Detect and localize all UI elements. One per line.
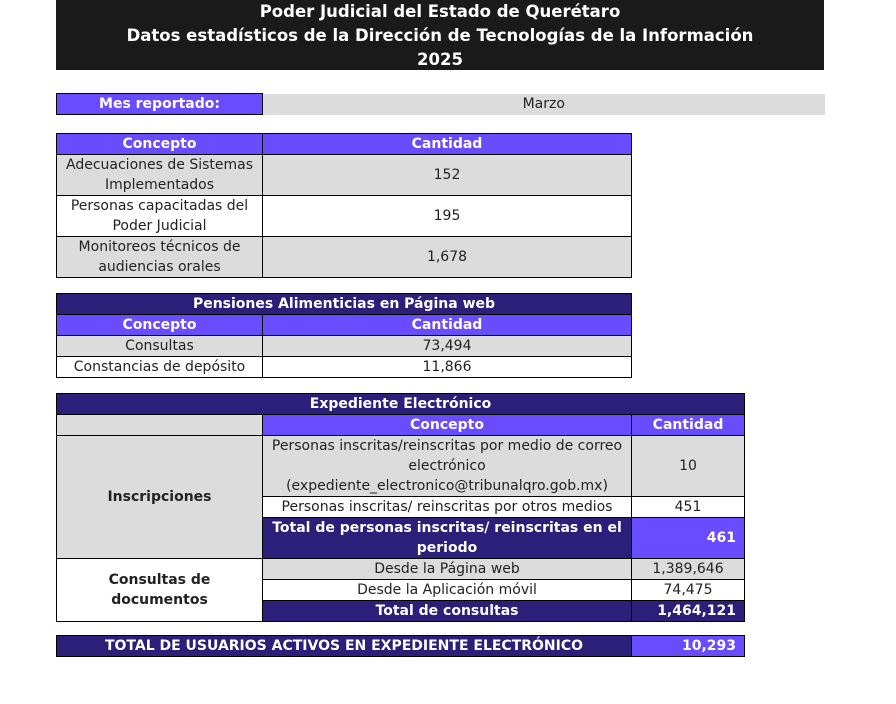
consultas-total-label: Total de consultas [263,601,632,622]
col-concepto-header: Concepto [57,315,263,336]
table-row [57,336,632,357]
month-table [56,93,825,115]
col-concepto-header: Concepto [263,415,632,436]
consultas-label: Consultas de documentos [57,559,263,622]
consultas-total-value: 1,464,121 [632,601,745,622]
month-value: Marzo [263,94,825,115]
header-institution: Poder Judicial del Estado de Querétaro [259,2,621,21]
total-users-table [56,635,745,657]
blank-header-cell [57,415,263,436]
activities-table [56,133,632,278]
row-cantidad: 73,494 [263,336,632,357]
total-users-label: TOTAL DE USUARIOS ACTIVOS EN EXPEDIENTE ELECTRÓNICO [57,636,632,657]
row-concepto: Monitoreos técnicos de audiencias orales [57,237,263,278]
electronic-file-table [56,393,745,622]
row-concepto: Personas capacitadas del Poder Judicial [57,196,263,237]
row-cantidad: 152 [263,155,632,196]
header-subtitle: Datos estadísticos de la Dirección de Tecnologías de la Información [126,26,754,45]
row-cantidad: 10 [632,436,745,497]
electronic-file-title: Expediente Electrónico [57,394,745,415]
inscripciones-total-label: Total de personas inscritas/ reinscritas en el periodo [263,518,632,559]
row-concepto: Desde la Aplicación móvil [263,580,632,601]
report-header [56,0,824,70]
inscripciones-label: Inscripciones [57,436,263,559]
table-row [57,155,632,196]
pensions-table [56,293,632,378]
col-concepto-header: Concepto [57,134,263,155]
table-row [57,357,632,378]
table-row [57,196,632,237]
row-concepto: Constancias de depósito [57,357,263,378]
col-cantidad-header: Cantidad [263,134,632,155]
row-cantidad: 195 [263,196,632,237]
total-users-value: 10,293 [632,636,745,657]
month-label: Mes reportado: [57,94,263,115]
row-cantidad: 1,389,646 [632,559,745,580]
row-cantidad: 11,866 [263,357,632,378]
table-row [57,237,632,278]
pensions-title: Pensiones Alimenticias en Página web [57,294,632,315]
inscripciones-total-value: 461 [632,518,745,559]
row-cantidad: 451 [632,497,745,518]
row-cantidad: 74,475 [632,580,745,601]
row-cantidad: 1,678 [263,237,632,278]
col-cantidad-header: Cantidad [632,415,745,436]
row-concepto: Desde la Página web [263,559,632,580]
row-concepto: Personas inscritas/ reinscritas por otros medios [263,497,632,518]
row-concepto: Adecuaciones de Sistemas Implementados [57,155,263,196]
col-cantidad-header: Cantidad [263,315,632,336]
row-concepto: Consultas [57,336,263,357]
header-year: 2025 [417,50,463,69]
row-concepto: Personas inscritas/reinscritas por medio de correo electrónico (expediente_electronico@tribunalqro.gob.mx) [263,436,632,497]
